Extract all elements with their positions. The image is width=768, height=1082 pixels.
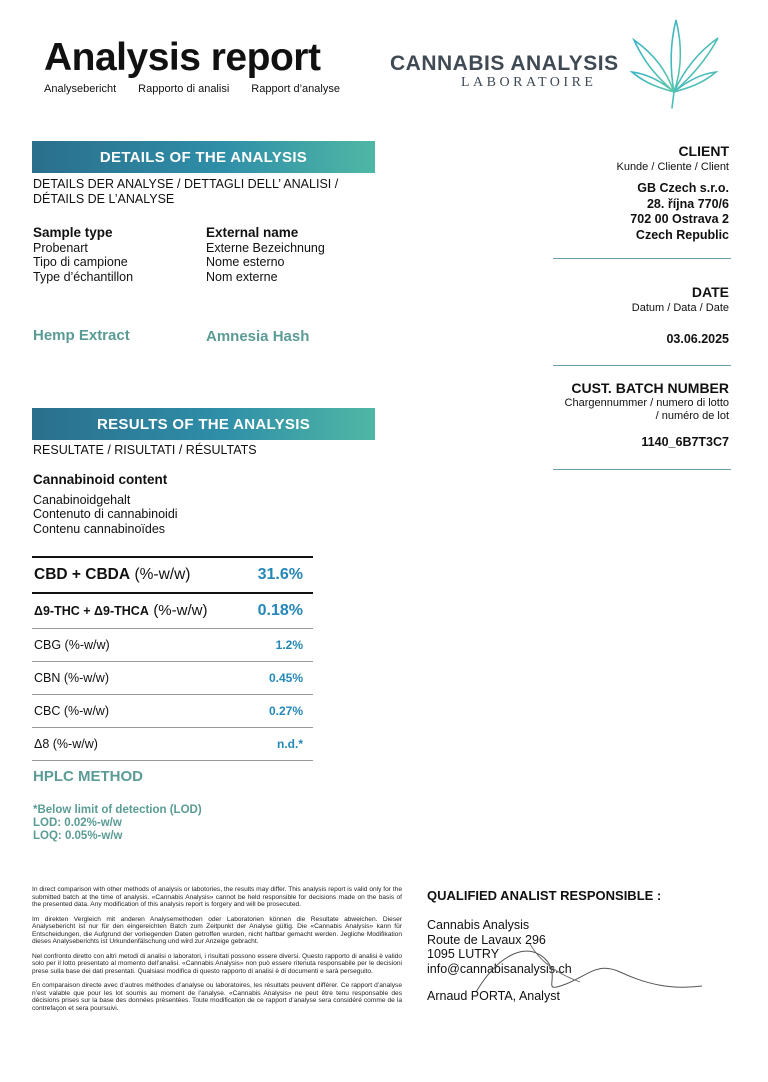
date-block [529,284,729,346]
cannabinoid-label: Cannabinoid content [33,472,168,487]
thc-value: 0.18% [257,602,303,619]
lab-logo-text: CANNABIS ANALYSIS [390,52,619,75]
date-value: 03.06.2025 [666,332,729,346]
divider [553,469,731,470]
disclaimer: In direct comparison with other methods of analysis or labotories, the results may differ. This analysis report is valid only for the submitted batch at the time of analysis. «Cannabis Analysis» cannot be held responsible for decisions made on the basis of the presented data. Any modification of this analysis report is forgery and will be prosecuted. Im direkten Vergleich mit anderen Analysemethoden oder Laboratorien können die Resultate abweichen. Dieser Analysebericht ist nur für den eingereichten Batch zum Zeitpunkt der Analyse gültig. Die «Cannabis Analysis» kann für Entscheidungen, die Aufgrund der vorliegenden Daten getroffen wurden, nicht haftbar gemacht werden. Jegliche Modifikation dieses Analyseberichts ist Urkundenfälschung und wird zur Anzeige gebracht. Nel confronto diretto con altri metodi di analisi o laboratori, i risultati possono essere diversi. Questo rapporto di analisi è valido solo per il lotto presentato al momento dell’analisi. «Cannabis Analysis» non può essere ritenuta responsabile per le decisioni prese sulla base dei dati presentati. Qualsiasi modifica di questo rapporto di analisi è di documenti e sarà perseguito. En comparaison directe avec d’autres méthodes d’analyse ou laboratoires, les résultats peuvent différer. Ce rapport d’analyse n’est valable que pour les lot soumis au moment de l’analyse. «Cannabis Analysis» ne peut être tenu responsable des décisions prises sur la base des données présentées. Toute modification de ce rapport d’analyse sera considéré comme de la contrefaçon et sera poursuivi. [32,886,402,1012]
table-row: Δ8 (%-w/w) n.d.* [32,728,313,761]
cbc-value: 0.27% [268,704,303,718]
external-name-label: External name [206,225,299,240]
date-sub: Datum / Data / Date [631,302,729,314]
report-title: Analysis report [44,36,321,79]
method-label: HPLC METHOD [33,768,143,785]
cbn-value: 0.45% [268,671,303,685]
divider [553,365,731,366]
responsible-label: QUALIFIED ANALIST RESPONSIBLE : [427,888,662,903]
table-row: Δ9-THC + Δ9-THCA (%-w/w) 0.18% [32,594,313,629]
client-address: GB Czech s.r.o. 28. října 770/6 702 00 Ostrava 2 Czech Republic [630,181,729,242]
details-band: DETAILS OF THE ANALYSIS [32,141,375,173]
cannabinoid-table [32,556,313,761]
cannabinoid-block: Cannabinoid content Canabinoidgehalt Contenuto di cannabinoidi Contenu cannabinoïdes [33,472,178,536]
cbg-value: 1.2% [275,638,303,652]
subtitle-it: Rapporto di analisi [138,83,230,95]
batch-block [509,380,729,449]
responsible-address: Cannabis Analysis Route de Lavaux 296 1095 LUTRY info@cannabisanalysis.ch [427,918,572,976]
table-row: CBD + CBDA (%-w/w) 31.6% [32,558,313,594]
external-name-block: External name Externe Bezeichnung Nome esterno Nom externe [206,225,325,284]
client-block [529,143,729,243]
external-name-value: Amnesia Hash [206,328,310,345]
report-subtitles [44,83,364,95]
subtitle-de: Analysebericht [44,83,117,95]
results-band: RESULTS OF THE ANALYSIS [32,408,375,440]
sample-type-label: Sample type [33,225,113,240]
divider [553,258,731,259]
date-label: DATE [691,284,729,300]
cannabis-leaf-icon [626,14,722,110]
details-subtitle: DETAILS DER ANALYSE / DETTAGLI DELL’ ANALISI / DÉTAILS DE L’ANALYSE [33,177,339,206]
signer-name: Arnaud PORTA, Analyst [427,989,560,1003]
d8-value: n.d.* [277,737,303,751]
batch-sub: Chargennummer / numero di lotto / numéro de lot [564,397,729,422]
method-notes: *Below limit of detection (LOD) LOD: 0.02%-w/w LOQ: 0.05%-w/w [33,804,202,842]
cbd-value: 31.6% [257,566,303,583]
table-row: CBN (%-w/w) 0.45% [32,662,313,695]
sample-type-value: Hemp Extract [33,327,130,344]
subtitle-fr: Rapport d’analyse [251,83,340,95]
results-subtitle: RESULTATE / RISULTATI / RÉSULTATS [33,443,257,457]
lab-logo-subtext: LABORATOIRE [461,75,597,90]
batch-value: 1140_6B7T3C7 [641,435,729,449]
sample-type-block: Sample type Probenart Tipo di campione Type d’échantillon [33,225,134,284]
client-label: CLIENT [678,143,729,159]
client-sub: Kunde / Cliente / Client [616,161,729,173]
table-row: CBG (%-w/w) 1.2% [32,629,313,662]
batch-label: CUST. BATCH NUMBER [571,380,729,396]
table-row: CBC (%-w/w) 0.27% [32,695,313,728]
